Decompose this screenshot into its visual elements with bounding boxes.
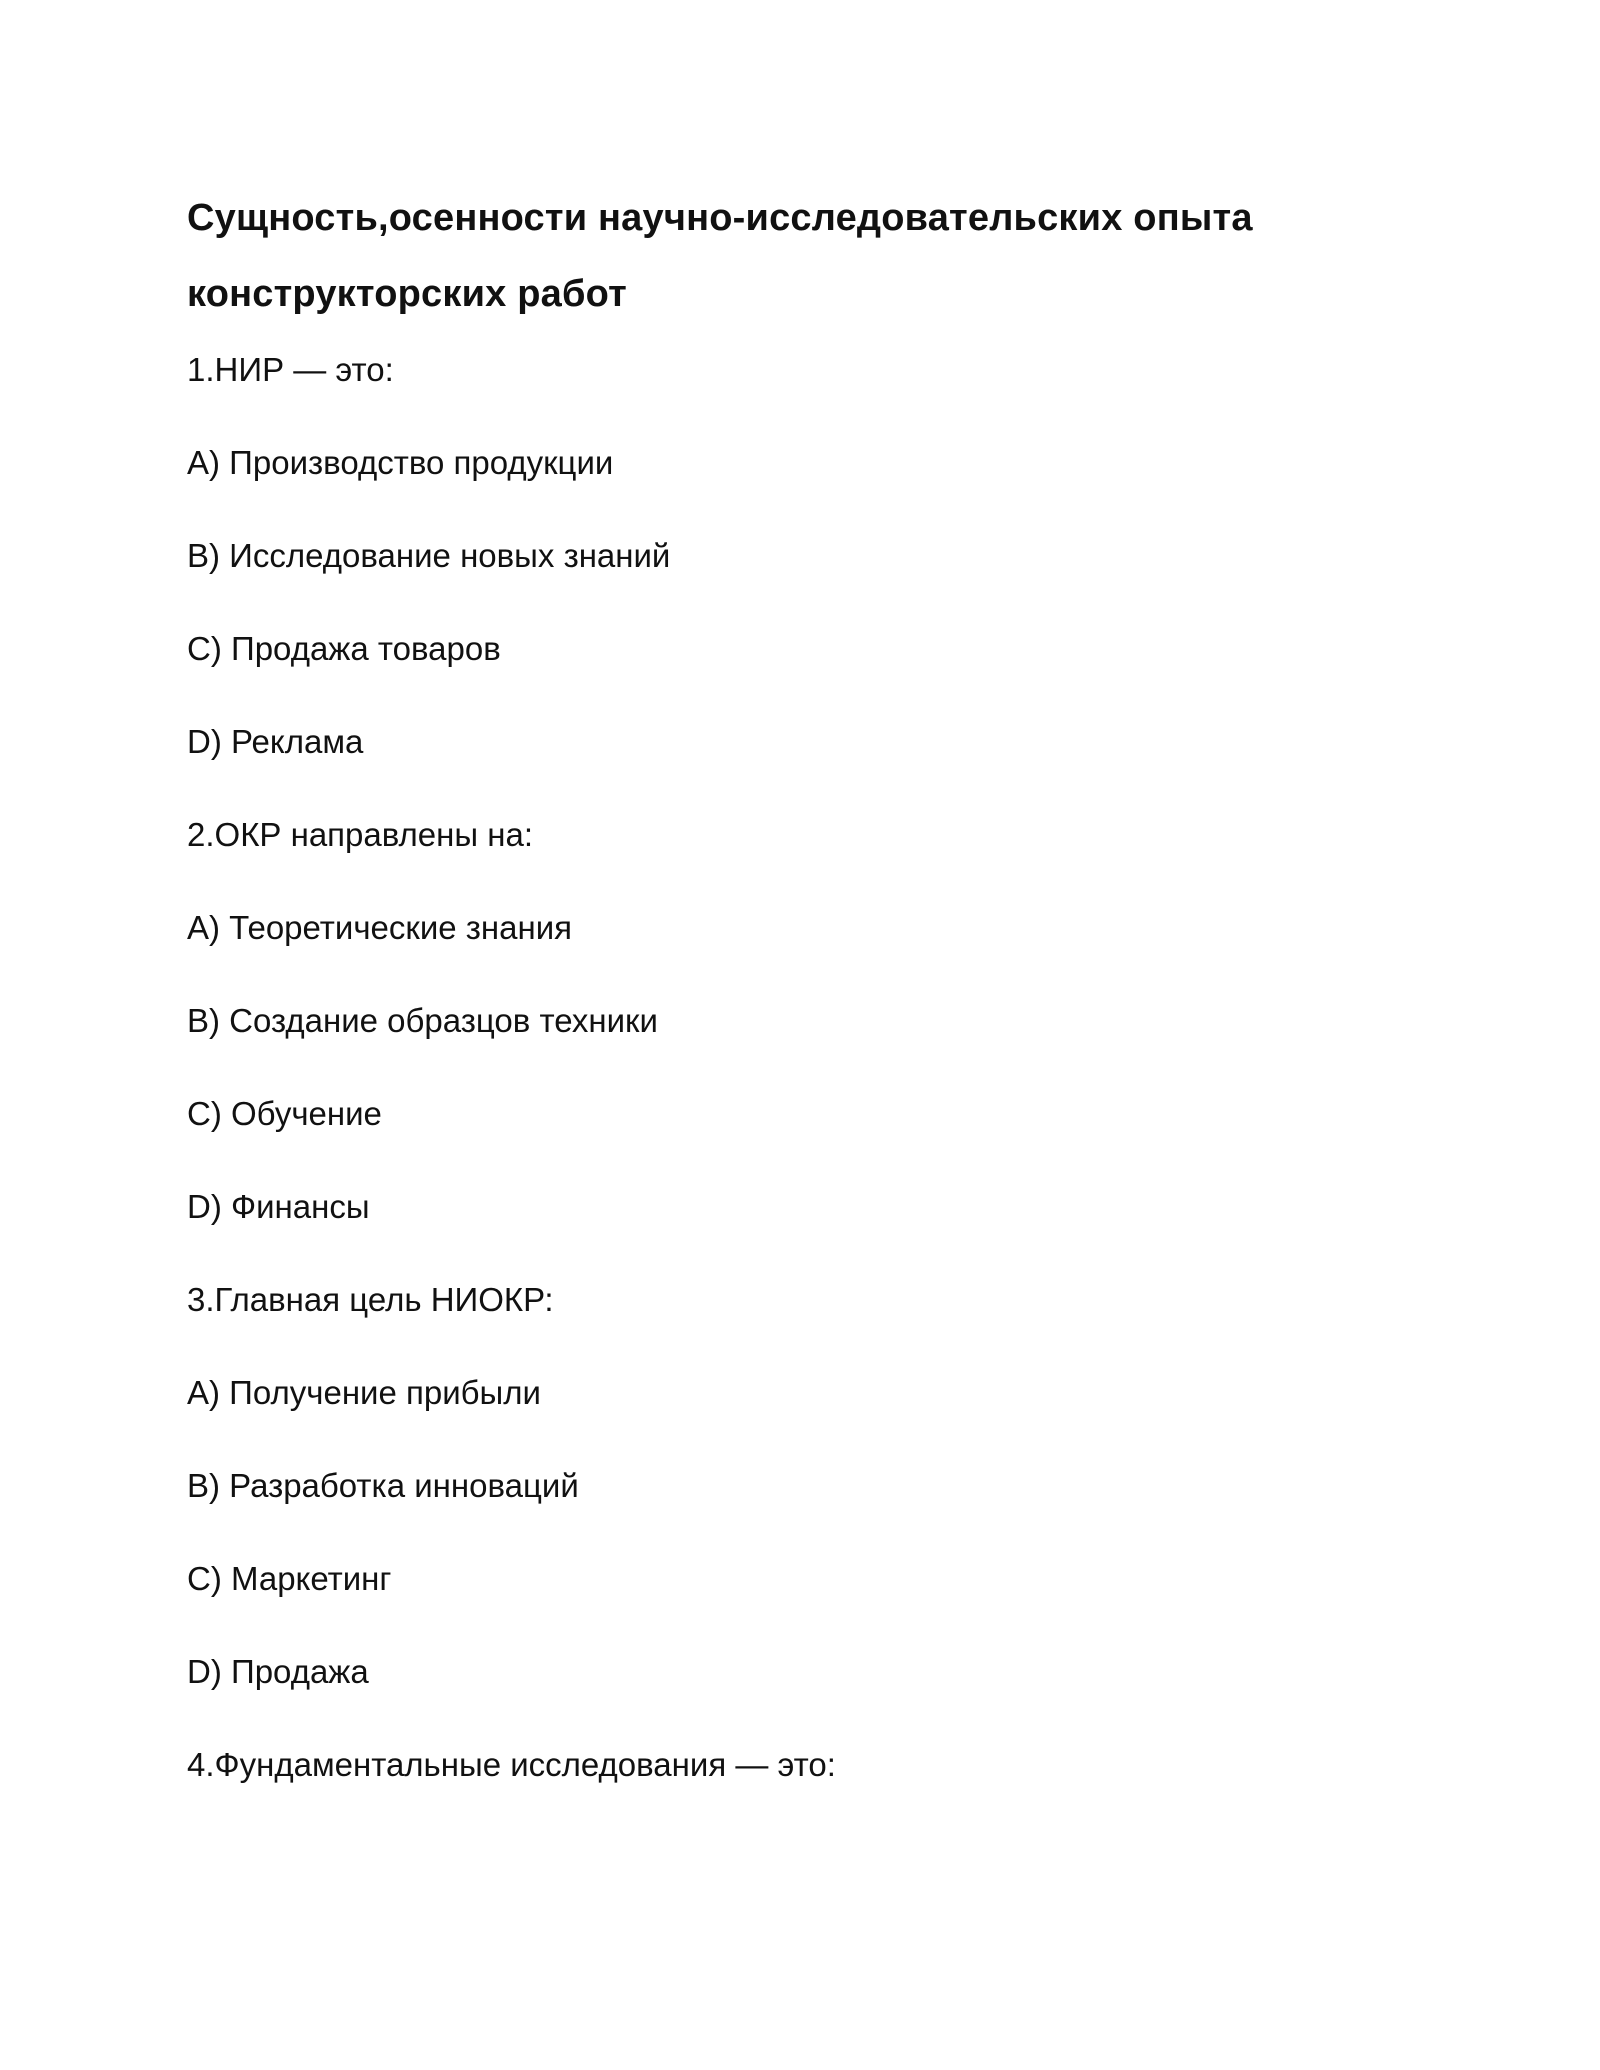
document-title-line: конструкторских работ	[187, 273, 627, 315]
question-text: 4.Фундаментальные исследования — это:	[187, 1746, 836, 1783]
question-block	[187, 1745, 1427, 1785]
question-text: 2.ОКР направлены на:	[187, 816, 533, 853]
answer-option: A) Получение прибыли	[187, 1374, 541, 1411]
answer-option: B) Создание образцов техники	[187, 1002, 658, 1039]
answer-option: C) Маркетинг	[187, 1560, 392, 1597]
question-text: 3.Главная цель НИОКР:	[187, 1281, 554, 1318]
question-block	[187, 350, 1427, 762]
question-text: 1.НИР — это:	[187, 351, 394, 388]
document-content	[187, 180, 1427, 1838]
answer-option: A) Теоретические знания	[187, 909, 573, 946]
question-block	[187, 1280, 1427, 1692]
answer-option: D) Реклама	[187, 723, 364, 760]
answer-option: D) Финансы	[187, 1188, 370, 1225]
answer-option: C) Продажа товаров	[187, 630, 501, 667]
answer-option: B) Разработка инноваций	[187, 1467, 579, 1504]
answer-option: B) Исследование новых знаний	[187, 537, 671, 574]
document-title	[187, 180, 1427, 332]
answer-option: A) Производство продукции	[187, 444, 614, 481]
answer-option: D) Продажа	[187, 1653, 369, 1690]
document-title-line: Сущность,осенности научно-исследовательских опыта	[187, 197, 1253, 239]
question-block	[187, 815, 1427, 1227]
answer-option: C) Обучение	[187, 1095, 382, 1132]
